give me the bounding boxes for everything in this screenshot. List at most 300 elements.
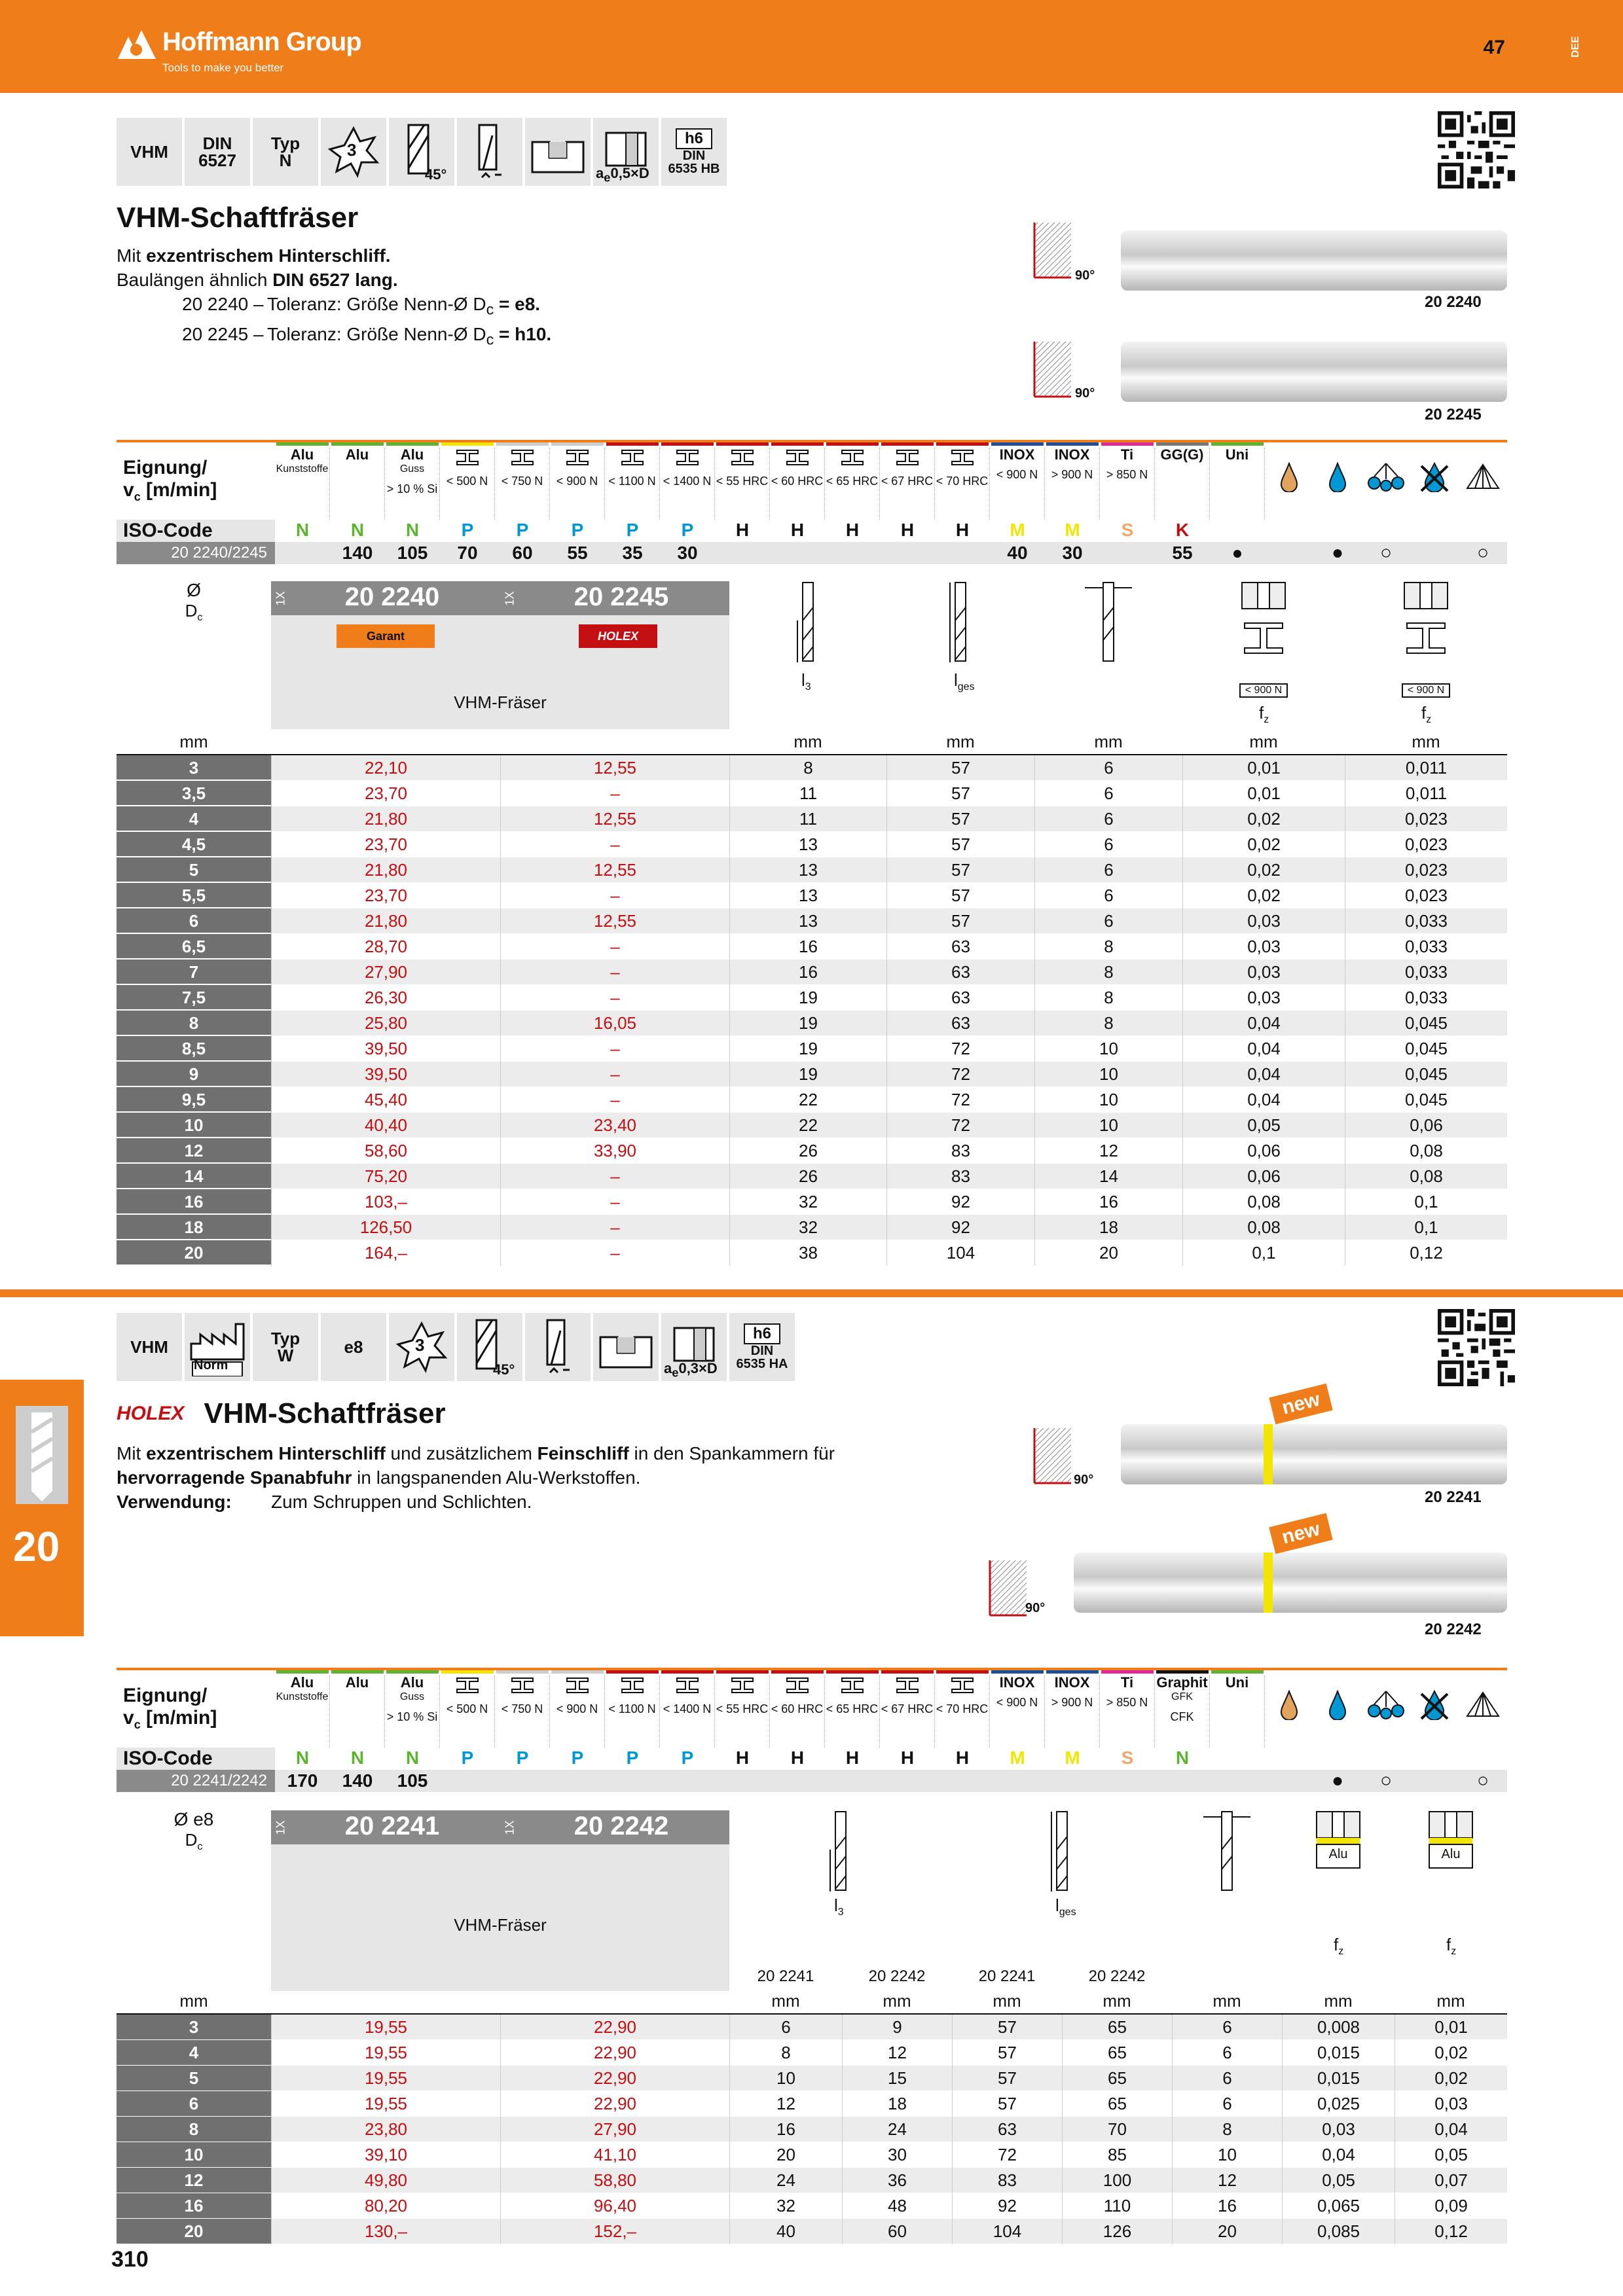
iso-letter: M xyxy=(1065,1748,1080,1768)
row-code: 20 2240/2245 xyxy=(117,542,275,564)
eignung-line-2 xyxy=(123,479,217,508)
dimension-cell: 0,011 xyxy=(1345,781,1507,806)
fz-sub: z xyxy=(1451,1946,1457,1958)
material-color-bar xyxy=(1046,1670,1099,1674)
table-row xyxy=(117,1164,1507,1189)
dimension-cell: 0,045 xyxy=(1345,1036,1507,1062)
desc-text: Mit xyxy=(117,245,147,266)
iso-letter: H xyxy=(790,1748,805,1768)
cutting-speed: 60 xyxy=(512,543,533,563)
price-cell: 22,90 xyxy=(500,2015,729,2040)
dimension-cell: 0,033 xyxy=(1345,985,1507,1011)
dimension-cell: 57 xyxy=(886,908,1034,934)
fz-sub: z xyxy=(1426,714,1432,726)
shank-symbol xyxy=(729,1313,795,1381)
dimension-cell: 100 xyxy=(1062,2168,1172,2193)
cutting-speed xyxy=(715,1770,770,1792)
cutting-speed: 140 xyxy=(342,1770,373,1791)
slot-symbol xyxy=(525,118,591,186)
price-cell: – xyxy=(500,1062,729,1087)
dimension-cell: 22 xyxy=(729,1113,886,1138)
slot-alu-icon xyxy=(1428,1810,1474,1873)
table-row xyxy=(117,2091,1507,2117)
material-column xyxy=(440,1676,495,1748)
price-cell: 12,55 xyxy=(500,806,729,832)
dimension-cell: 0,023 xyxy=(1345,806,1507,832)
type-label: Typ xyxy=(270,1329,301,1348)
material-sub: GFK xyxy=(1171,1691,1193,1702)
vc-label: v xyxy=(123,1707,134,1729)
dry-cut-icon xyxy=(1410,1690,1459,1723)
row-diameter: 16 xyxy=(117,2193,271,2218)
table-row xyxy=(117,1011,1507,1036)
iso-letter: H xyxy=(735,520,750,540)
dimension-cell: 0,045 xyxy=(1345,1062,1507,1087)
row-diameter: 5 xyxy=(117,857,271,882)
cutting-speed xyxy=(825,1770,880,1792)
dimension-cell: 12 xyxy=(729,2091,842,2117)
dimension-cell: 83 xyxy=(886,1164,1034,1189)
material-strength: < 60 HRC xyxy=(771,1702,824,1715)
dimension-cell: 63 xyxy=(952,2117,1062,2142)
dimension-cell: 0,025 xyxy=(1282,2091,1395,2117)
material-column xyxy=(715,448,770,520)
corner-angle-icon xyxy=(989,1559,1028,1618)
material-color-bar xyxy=(716,442,769,446)
unit-mm: mm xyxy=(771,1991,800,2011)
dimension-cell: 15 xyxy=(842,2066,952,2091)
helix-symbol xyxy=(389,118,454,186)
l-label: l xyxy=(954,670,958,690)
cutting-speed xyxy=(935,542,990,564)
dimension-cell: 0,04 xyxy=(1182,1087,1345,1113)
price-cell: 58,80 xyxy=(500,2168,729,2193)
table-row xyxy=(117,2193,1507,2219)
dimension-cell: 12 xyxy=(842,2040,952,2066)
price-cell: 22,90 xyxy=(500,2066,729,2091)
iso-letter: M xyxy=(1010,1748,1025,1768)
table-row xyxy=(117,806,1507,832)
cutting-speed: 30 xyxy=(1062,543,1083,563)
material-column xyxy=(990,448,1045,520)
holex-brand: HOLEX xyxy=(117,1403,185,1424)
table-row xyxy=(117,755,1507,781)
brand-logo[interactable] xyxy=(117,24,392,76)
chapter-number: 20 xyxy=(13,1523,60,1570)
vc-label: v xyxy=(123,479,134,501)
lges-label xyxy=(954,670,975,693)
type-symbol xyxy=(253,1313,318,1381)
dimension-cell: 36 xyxy=(842,2168,952,2193)
dimension-cell: 72 xyxy=(952,2142,1062,2168)
drill-icon xyxy=(16,1406,68,1504)
steel-profile-icon xyxy=(770,449,824,469)
dimension-cell: 26 xyxy=(729,1164,886,1189)
teeth-count: 3 xyxy=(415,1335,425,1355)
qr-code-1[interactable] xyxy=(1438,111,1515,188)
desc-text: in langspanenden Alu-Werkstoffen. xyxy=(352,1467,641,1488)
price-cell: 49,80 xyxy=(271,2168,500,2193)
price-cell: 80,20 xyxy=(271,2193,500,2219)
dry-cut-icon xyxy=(1410,462,1459,495)
material-color-bar xyxy=(936,1670,989,1674)
material-color-bar xyxy=(1101,1670,1154,1674)
cutting-speed: 140 xyxy=(342,543,373,563)
shank-din: DIN xyxy=(682,149,706,163)
cutting-speed xyxy=(660,1770,715,1792)
price-cell: 39,50 xyxy=(271,1062,500,1087)
dimension-cell: 0,033 xyxy=(1345,934,1507,960)
teeth-count: 3 xyxy=(347,140,357,160)
article-code: 20 2241 xyxy=(344,1812,440,1840)
desc-text: Zum Schruppen und Schlichten. xyxy=(271,1492,532,1512)
dimension-cell: 0,02 xyxy=(1182,832,1345,857)
table-row xyxy=(117,2142,1507,2168)
material-column xyxy=(770,1676,825,1748)
material-color-bar xyxy=(936,442,989,446)
material-color-bar xyxy=(606,442,659,446)
dimension-cell: 16 xyxy=(729,960,886,985)
ae-sub: e xyxy=(604,170,611,185)
dimension-cell: 0,011 xyxy=(1345,755,1507,781)
dimension-cell: 0,06 xyxy=(1182,1138,1345,1164)
material-column xyxy=(440,448,495,520)
dimension-cell: 57 xyxy=(886,806,1034,832)
row-diameter: 10 xyxy=(117,2142,271,2167)
steel-profile-icon xyxy=(715,1677,769,1696)
vc-sub: c xyxy=(134,490,141,503)
dimension-cell: 0,03 xyxy=(1182,985,1345,1011)
material-column xyxy=(935,1676,990,1748)
steel-profile-icon xyxy=(660,1677,714,1696)
row-diameter: 10 xyxy=(117,1113,271,1138)
dimension-cell: 12 xyxy=(1034,1138,1182,1164)
price-cell: 28,70 xyxy=(271,934,500,960)
price-cell: – xyxy=(500,781,729,806)
dimension-cell: 16 xyxy=(1172,2193,1282,2219)
dimension-cell: 20 xyxy=(729,2142,842,2168)
material-name: INOX xyxy=(999,446,1035,463)
row-diameter: 7,5 xyxy=(117,985,271,1010)
price-cell: 23,70 xyxy=(271,781,500,806)
section1-title-block xyxy=(117,202,358,234)
dimension-cell: 19 xyxy=(729,1011,886,1036)
coolant-rating: ○ xyxy=(1476,542,1489,564)
l-label: l xyxy=(801,670,805,690)
cutting-speed: 105 xyxy=(397,1770,428,1791)
material-color-bar xyxy=(551,1670,604,1674)
iso-letter: N xyxy=(405,1748,420,1768)
material-column xyxy=(275,448,330,520)
dimension-cell: 0,065 xyxy=(1282,2193,1395,2219)
material-name: INOX xyxy=(999,1674,1035,1691)
eignung-table-1 xyxy=(117,442,1507,571)
iso-letter: P xyxy=(461,1748,474,1768)
product-table-1 xyxy=(117,581,1507,1266)
table-row xyxy=(117,908,1507,934)
subcode: 20 2241 xyxy=(757,1967,814,1985)
material-column xyxy=(495,448,550,520)
row-diameter: 4 xyxy=(117,2040,271,2065)
fz-label xyxy=(1334,1935,1343,1958)
dimension-cell: 0,06 xyxy=(1182,1164,1345,1189)
material-strength: > 850 N xyxy=(1106,468,1148,481)
dimension-cell: 8 xyxy=(1034,960,1182,985)
material-color-bar xyxy=(1211,1670,1264,1674)
iso-letter: N xyxy=(295,1748,310,1768)
unit-mm: mm xyxy=(1213,1991,1241,2011)
dimension-cell: 38 xyxy=(729,1240,886,1266)
dimension-cell: 65 xyxy=(1062,2091,1172,2117)
material-column xyxy=(330,448,385,520)
iso-letter: S xyxy=(1121,1748,1134,1768)
dimension-cell: 0,05 xyxy=(1395,2142,1507,2168)
dimension-cell: 20 xyxy=(1034,1240,1182,1266)
price-cell: 22,90 xyxy=(500,2091,729,2117)
new-badge: new xyxy=(1269,1384,1333,1425)
tool2-code: 20 2242 xyxy=(1425,1621,1482,1638)
dc-header xyxy=(117,601,271,624)
dimension-cell: 9 xyxy=(842,2015,952,2040)
material-column xyxy=(880,1676,935,1748)
dimension-cell: 0,03 xyxy=(1395,2091,1507,2117)
norm-symbol xyxy=(185,1313,250,1381)
fz-text: f xyxy=(1259,703,1264,723)
material-column xyxy=(1210,448,1265,520)
material-column xyxy=(605,1676,660,1748)
dimension-cell: 6 xyxy=(1034,883,1182,908)
material-column xyxy=(935,448,990,520)
l-sub: 3 xyxy=(805,681,811,693)
material-strength: < 1100 N xyxy=(608,1702,656,1715)
table-row xyxy=(117,781,1507,806)
dimension-cell: 0,02 xyxy=(1182,883,1345,908)
dimension-cell: 0,08 xyxy=(1345,1164,1507,1189)
material-color-bar xyxy=(331,1670,384,1674)
dimension-cell: 57 xyxy=(886,781,1034,806)
subcode: 20 2242 xyxy=(868,1967,926,1985)
row-diameter: 20 xyxy=(117,2219,271,2244)
iso-letter: P xyxy=(461,520,474,540)
material-color-bar xyxy=(331,442,384,446)
price-cell: 21,80 xyxy=(271,908,500,934)
dimension-cell: 18 xyxy=(1034,1215,1182,1240)
dimension-cell: 92 xyxy=(886,1189,1034,1215)
desc-line-3 xyxy=(117,292,968,322)
material-color-bar xyxy=(771,442,824,446)
water-coolant-icon xyxy=(1313,462,1362,495)
desc-bold: = e8. xyxy=(494,294,541,314)
price-cell: 27,90 xyxy=(271,960,500,985)
center-cut-icon xyxy=(464,122,516,181)
dimension-cell: 0,03 xyxy=(1182,934,1345,960)
material-strength: < 65 HRC xyxy=(826,1702,879,1715)
iso-letter: P xyxy=(516,520,529,540)
material-strength: > 850 N xyxy=(1106,1696,1148,1709)
material-color-bar xyxy=(991,442,1044,446)
steel-profile-icon xyxy=(605,1677,659,1696)
dimension-cell: 0,03 xyxy=(1182,908,1345,934)
slot-milling-icon xyxy=(598,1324,654,1370)
cutting-speed xyxy=(1155,1770,1210,1792)
cutting-speed: 55 xyxy=(567,543,588,563)
material-column xyxy=(825,448,880,520)
dimension-cell: 85 xyxy=(1062,2142,1172,2168)
material-column xyxy=(550,1676,605,1748)
price-cell: 19,55 xyxy=(271,2066,500,2091)
dc-label: D xyxy=(185,601,198,620)
slot-symbol xyxy=(593,1313,659,1381)
dimension-cell: 65 xyxy=(1062,2040,1172,2066)
unit-row xyxy=(117,732,1507,755)
table-row xyxy=(117,2219,1507,2244)
section2-description xyxy=(117,1441,968,1514)
iso-label: ISO-Code xyxy=(117,520,275,542)
iso-letter xyxy=(1210,1748,1265,1770)
iso-letter: S xyxy=(1121,520,1134,540)
dimension-cell: 0,085 xyxy=(1282,2219,1395,2244)
steel-profile-icon xyxy=(935,449,989,469)
material-column xyxy=(770,448,825,520)
tolerance-symbol: e8 xyxy=(321,1313,386,1381)
material-color-bar xyxy=(881,442,934,446)
l3-label xyxy=(834,1895,844,1918)
dimension-cell: 10 xyxy=(1172,2142,1282,2168)
dimension-cell: 6 xyxy=(1172,2040,1282,2066)
dimension-cell: 57 xyxy=(952,2015,1062,2040)
cutting-speed xyxy=(1045,1770,1100,1792)
steel-profile-icon xyxy=(440,1677,494,1696)
dimension-cell: 0,04 xyxy=(1182,1011,1345,1036)
unit-mm: mm xyxy=(1324,1991,1353,2011)
steel-profile-icon xyxy=(660,449,714,469)
table-row xyxy=(117,832,1507,857)
fz-text: f xyxy=(1421,703,1427,723)
desc-sub: c xyxy=(486,300,494,318)
cutting-speed: 170 xyxy=(287,1770,318,1791)
material-name: INOX xyxy=(1054,446,1090,463)
cutting-speed xyxy=(770,1770,825,1792)
material-column xyxy=(1155,1676,1210,1748)
unit-mm: mm xyxy=(883,1991,911,2011)
coolant-rating: ○ xyxy=(1476,1770,1489,1791)
page-number-top: 47 xyxy=(1483,37,1505,58)
row-diameter: 16 xyxy=(117,1189,271,1214)
price-cell: – xyxy=(500,960,729,985)
desc-code: 20 2245 – xyxy=(182,323,264,344)
price-cell: – xyxy=(500,1087,729,1113)
row-diameter: 3 xyxy=(117,2015,271,2039)
tool2-angle: 90° xyxy=(1025,1601,1046,1615)
price-cell: – xyxy=(500,1240,729,1266)
cutting-speed xyxy=(935,1770,990,1792)
chapter-tab[interactable] xyxy=(0,1380,84,1636)
dimension-cell: 6 xyxy=(1034,857,1182,883)
material-name: Ti xyxy=(1120,1674,1134,1691)
dimension-cell: 6 xyxy=(1034,832,1182,857)
dimension-cell: 8 xyxy=(1034,985,1182,1011)
dimension-cell: 57 xyxy=(886,857,1034,883)
material-column xyxy=(660,448,715,520)
desc-line-1 xyxy=(117,1441,968,1465)
iso-letter: N xyxy=(405,520,420,540)
iso-letter: N xyxy=(295,520,310,540)
dimension-cell: 110 xyxy=(1062,2193,1172,2219)
corner-angle-icon xyxy=(1033,221,1072,280)
dimension-cell: 0,06 xyxy=(1345,1113,1507,1138)
din-number: 6527 xyxy=(198,151,236,170)
iso-letter: N xyxy=(1175,1748,1190,1768)
material-color-bar xyxy=(386,442,439,446)
coolant-rating: ○ xyxy=(1379,542,1393,564)
dimension-cell: 11 xyxy=(729,781,886,806)
dimension-cell: 16 xyxy=(729,934,886,960)
unit-mm: mm xyxy=(1412,732,1440,751)
row-diameter: 7 xyxy=(117,960,271,984)
tool1-angle: 90° xyxy=(1075,268,1095,283)
symbol-bar-2 xyxy=(117,1313,795,1381)
material-column xyxy=(1100,1676,1155,1748)
table-row xyxy=(117,1036,1507,1062)
dimension-cell: 72 xyxy=(886,1062,1034,1087)
air-blast-icon xyxy=(1459,462,1507,495)
material-name: Ti xyxy=(1120,446,1134,463)
table-row xyxy=(117,1113,1507,1138)
dimension-cell: 0,01 xyxy=(1182,755,1345,781)
dimension-cell: 57 xyxy=(886,883,1034,908)
helix-angle: 45° xyxy=(425,166,447,183)
pack-qty: 1X xyxy=(503,591,517,606)
price-cell: 12,55 xyxy=(500,857,729,883)
brand-name: Hoffmann Group xyxy=(162,27,361,56)
table-row xyxy=(117,1087,1507,1113)
water-coolant-icon xyxy=(1313,1690,1362,1723)
fz-label xyxy=(1421,703,1431,726)
material-color-bar xyxy=(606,1670,659,1674)
iso-letter: H xyxy=(900,1748,915,1768)
unit-mm: mm xyxy=(1436,1991,1465,2011)
dimension-cell: 83 xyxy=(952,2168,1062,2193)
cutting-speed: 55 xyxy=(1172,543,1193,563)
material-color-bar xyxy=(441,442,494,446)
price-cell: 96,40 xyxy=(500,2193,729,2219)
material-name: Alu xyxy=(290,446,314,463)
cutting-speed xyxy=(1100,542,1155,564)
dimension-cell: 0,045 xyxy=(1345,1011,1507,1036)
qr-code-2[interactable] xyxy=(1438,1309,1515,1386)
desc-line-3 xyxy=(117,1490,968,1514)
material-sub: Guss xyxy=(399,1691,425,1702)
alu-label: Alu xyxy=(1328,1847,1348,1861)
dimension-cell: 10 xyxy=(1034,1062,1182,1087)
row-diameter: 9 xyxy=(117,1062,271,1086)
price-cell: – xyxy=(500,883,729,908)
dimension-cell: 0,023 xyxy=(1345,832,1507,857)
cutting-speed xyxy=(495,1770,550,1792)
cutting-speed: 30 xyxy=(677,543,698,563)
desc-bold: DIN 6527 lang. xyxy=(272,270,398,290)
dimension-cell: 10 xyxy=(1034,1113,1182,1138)
desc-text: und zusätzlichem xyxy=(385,1443,538,1463)
fz-sub: z xyxy=(1264,714,1269,726)
dimension-cell: 0,07 xyxy=(1395,2168,1507,2193)
material-column xyxy=(385,448,440,520)
l3-icon xyxy=(795,581,821,676)
hoffmann-logo-icon xyxy=(117,27,157,60)
fz-text: f xyxy=(1334,1935,1339,1954)
desc-bold: exzentrischem Hinterschliff. xyxy=(146,245,391,266)
eignung-line-2 xyxy=(123,1707,217,1736)
